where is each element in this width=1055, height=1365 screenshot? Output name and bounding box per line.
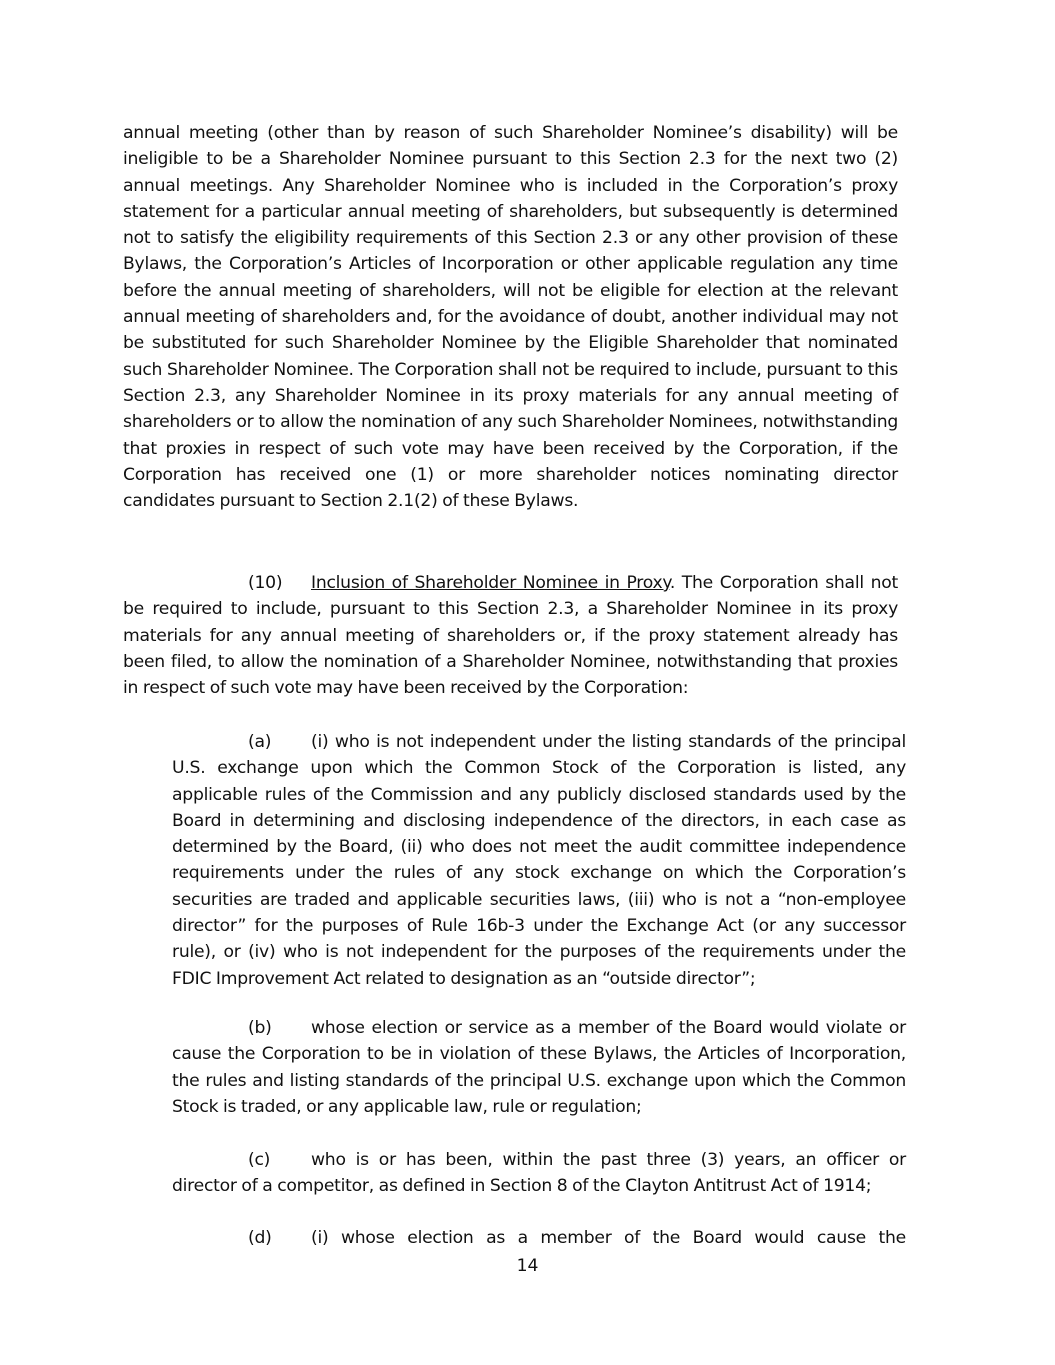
continuation-paragraph: annual meeting (other than by reason of such Shareholder Nominee’s disability) will be ineligible to be a Shareholder Nominee pursuant to this Section 2.3 for the next two (2) annual meetings. Any Shareholder Nominee who is included in the Corporation’s proxy statement for a particular annual meeting of shareholders, but subsequently is determined not to satisfy the eligibility requirements of this Section 2.3 or any other provision of these Bylaws, the Corporation’s Articles of Incorporation or other applicable regulation any time before the annual meeting of shareholders, will not be eligible for election at the relevant annual meeting of shareholders and, for the avoidance of doubt, another individual may not be substituted for such Shareholder Nominee by the Eligible Shareholder that nominated such Shareholder Nominee. The Corporation shall not be required to include, pursuant to this Section 2.3, any Shareholder Nominee in its proxy materials for any annual meeting of shareholders or to allow the nomination of any such Shareholder Nominees, notwithstanding that proxies in respect of such vote may have been received by the Corporation, if the Corporation has received one (1) or more shareholder notices nominating director candidates pursuant to Section 2.1(2) of these Bylaws. [123, 123, 898, 512]
item-c-paragraph [172, 1147, 906, 1200]
item-b-text: whose election or service as a member of the Board would violate or cause the Corporation to be in violation of these Bylaws, the Articles of Incorporation, the rules and listing standards of the principal U.S. exchange upon which the Common Stock is traded, or any applicable law, rule or regulation; [172, 1018, 906, 1117]
item-b-paragraph [172, 1015, 906, 1120]
item-a-text: (i) who is not independent under the listing standards of the principal U.S. exchange upon which the Common Stock of the Corporation is listed, any applicable rules of the Commission and any publicly disclosed standards used by the Board in determining and disclosing independence of the directors, in each case as determined by the Board, (ii) who does not meet the audit committee independence requirements under the rules of any stock exchange on which the Corporation’s securities are traded and applicable securities laws, (iii) who is not a “non-employee director” for the purposes of Rule 16b-3 under the Exchange Act (or any successor rule), or (iv) who is not independent for the purposes of the requirements under the FDIC Improvement Act related to designation as an “outside director”; [172, 732, 906, 989]
section-10-number: (10) [248, 573, 283, 593]
item-d-paragraph [172, 1225, 906, 1251]
item-d-text: (i) whose election as a member of the Board would cause the [311, 1228, 906, 1248]
section-10-paragraph [123, 570, 898, 701]
section-10-body: . The Corporation shall not be required to include, pursuant to this Section 2.3, a Shareholder Nominee in its proxy materials for any annual meeting of shareholders or, if the proxy statement already has been filed, to allow the nomination of a Shareholder Nominee, notwithstanding that proxies in respect of such vote may have been received by the Corporation: [123, 573, 898, 699]
item-a-label: (a) [248, 732, 272, 752]
item-c-text: who is or has been, within the past three (3) years, an officer or director of a competitor, as defined in Section 8 of the Clayton Antitrust Act of 1914; [172, 1150, 906, 1197]
item-c-label: (c) [248, 1150, 271, 1170]
section-10-heading: Inclusion of Shareholder Nominee in Proxy [311, 573, 670, 593]
item-d-label: (d) [248, 1228, 272, 1248]
page-number: 14 [516, 1256, 539, 1276]
item-a-paragraph [172, 729, 906, 992]
item-b-label: (b) [248, 1018, 272, 1038]
